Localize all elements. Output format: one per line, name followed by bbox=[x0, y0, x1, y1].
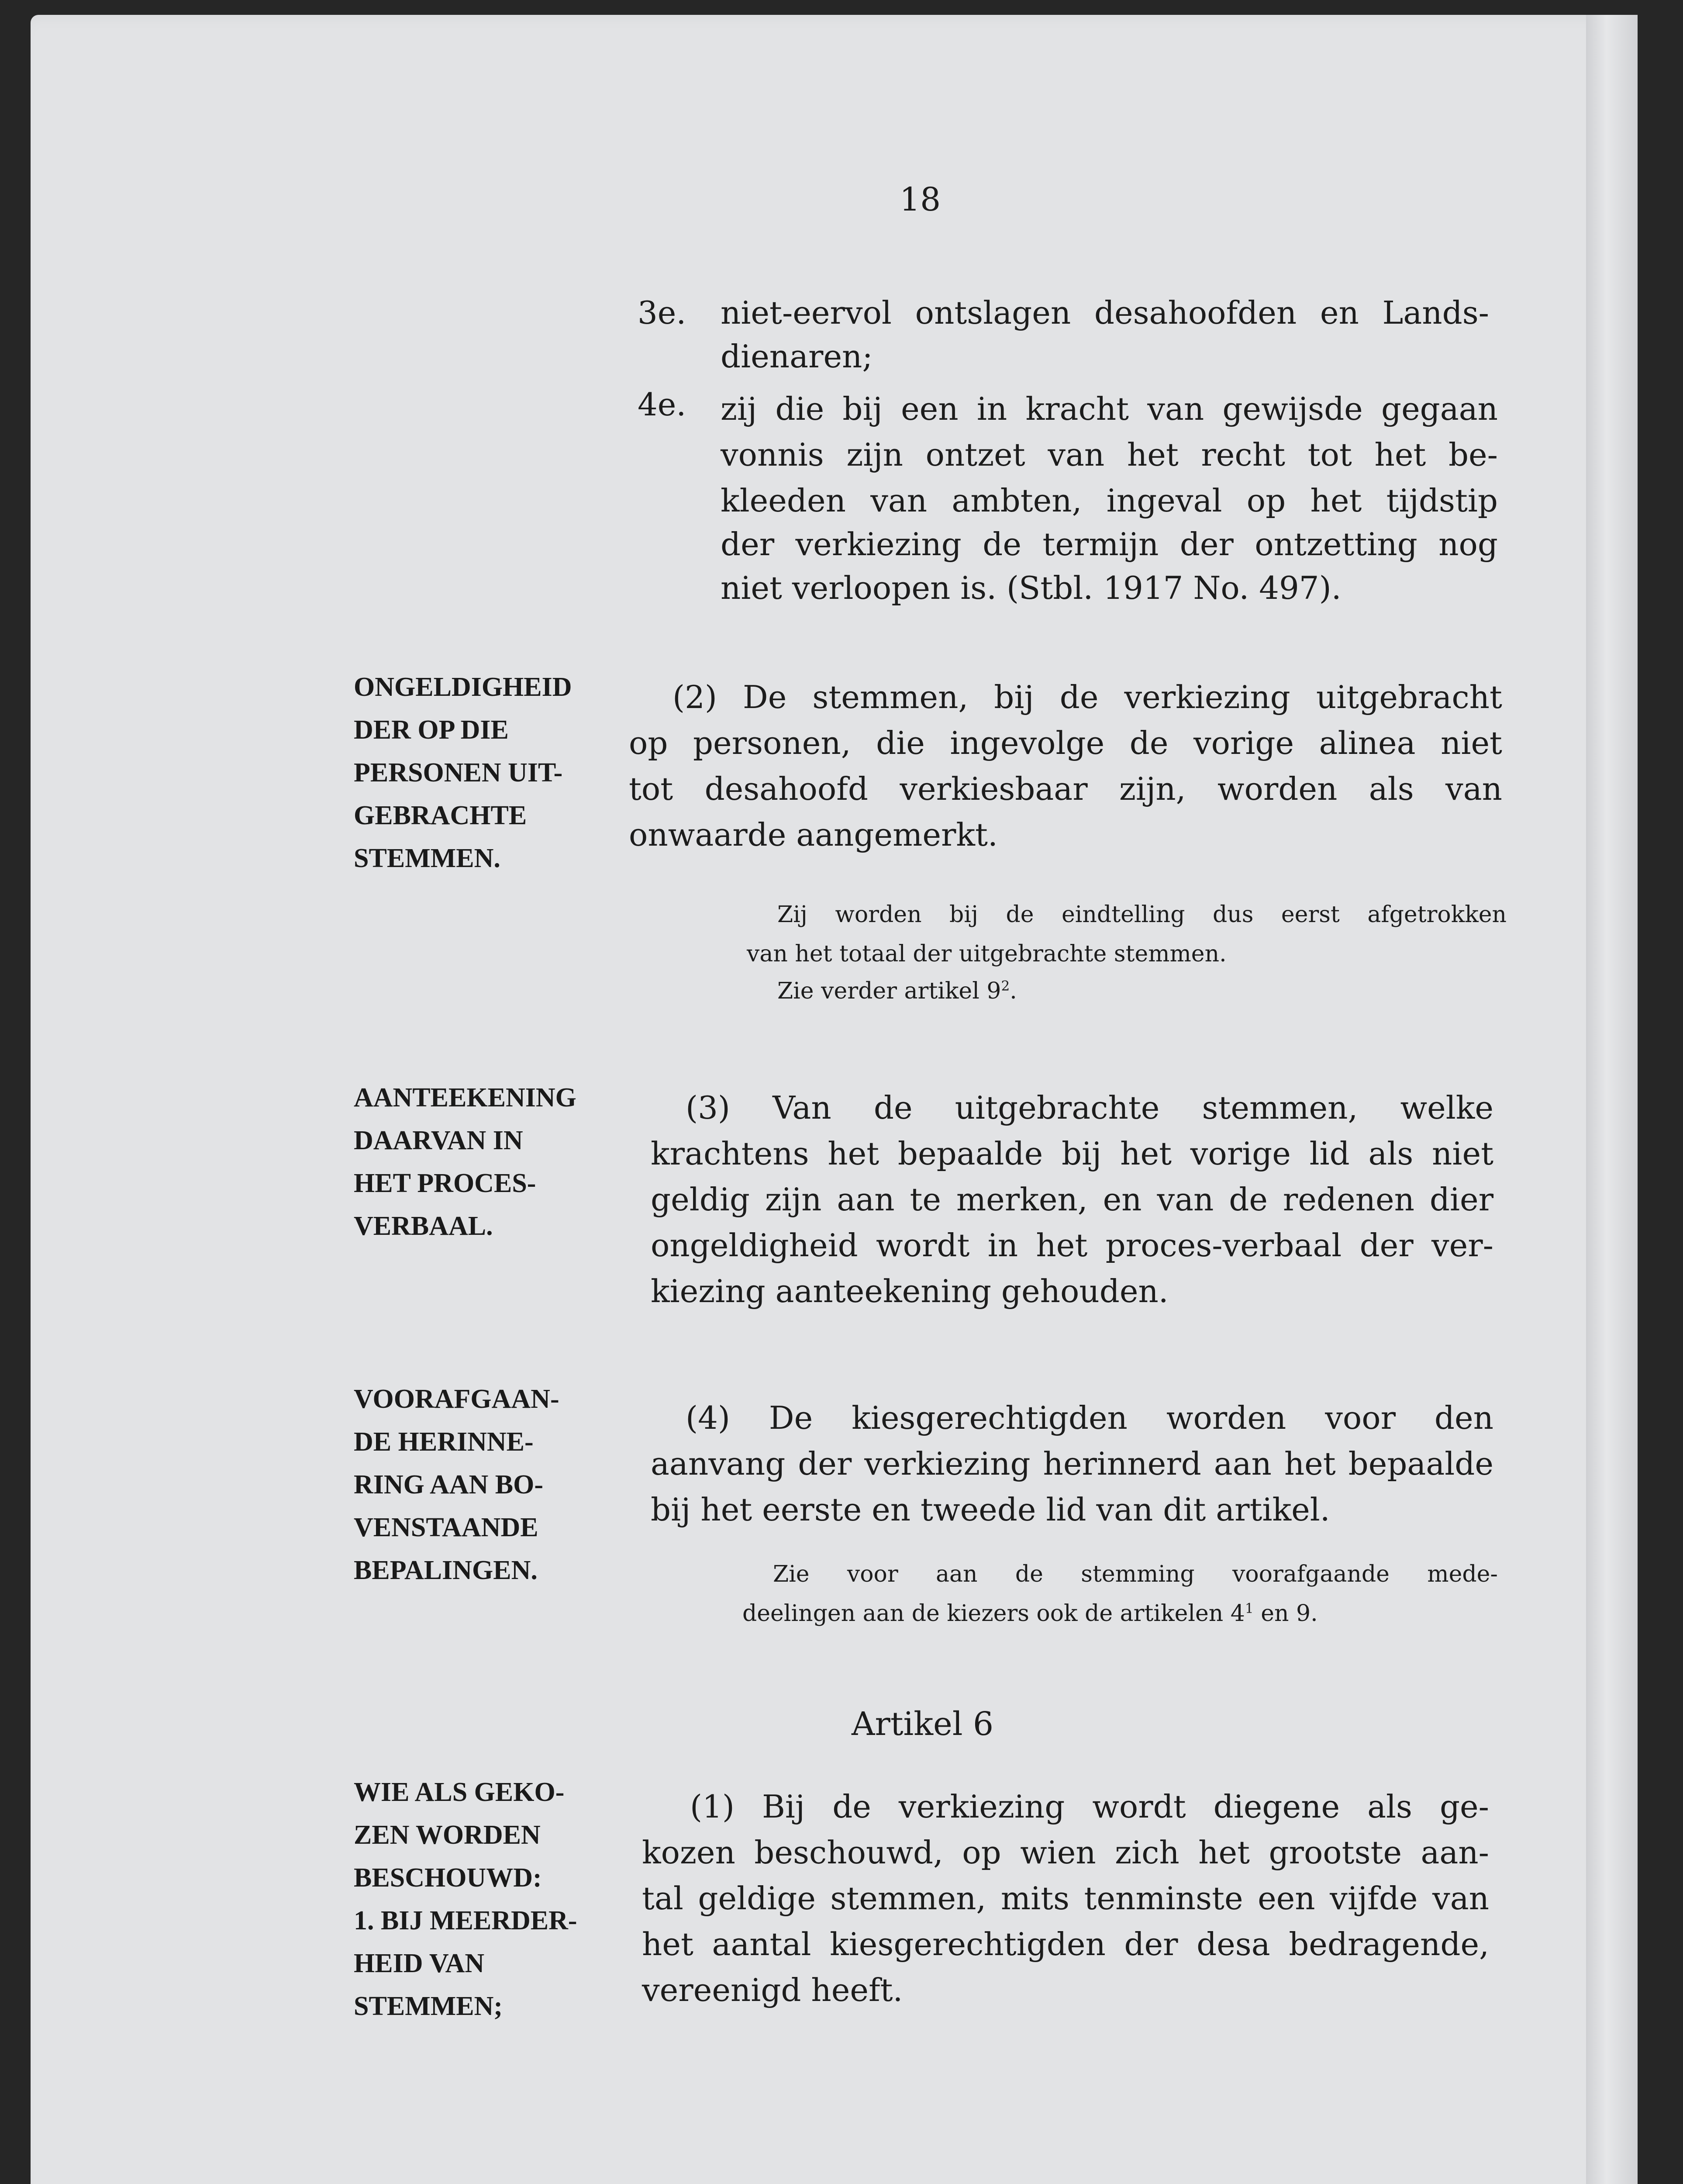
list-item-4e-line-4: der verkiezing de termijn der ontzetting nog bbox=[721, 526, 1498, 563]
paragraph-2-line-3: tot desahoofd verkiesbaar zijn, worden als van bbox=[629, 771, 1502, 807]
margin-line: PERSONEN UIT- bbox=[354, 758, 563, 788]
margin-line: VERBAAL. bbox=[354, 1211, 493, 1241]
paragraph-4-line-3: bij het eerste en tweede lid van dit artikel. bbox=[651, 1491, 1330, 1528]
margin-line: 1. BIJ MEERDER- bbox=[354, 1906, 577, 1935]
margin-line: ZEN WORDEN bbox=[354, 1820, 541, 1850]
paragraph-3-line-5: kiezing aanteekening gehouden. bbox=[651, 1273, 1169, 1310]
margin-line: DAARVAN IN bbox=[354, 1126, 523, 1155]
margin-heading-wie-als-gekozen bbox=[354, 1771, 642, 2028]
paragraph-2-line-1: (2) De stemmen, bij de verkiezing uitgebracht bbox=[673, 679, 1502, 715]
paragraph-3-line-2: krachtens het bepaalde bij het vorige lid als niet bbox=[651, 1135, 1493, 1172]
margin-line: VOORAFGAAN- bbox=[354, 1384, 559, 1414]
note-2-line-2: van het totaal der uitgebrachte stemmen. bbox=[747, 941, 1227, 967]
list-marker-4e: 4e. bbox=[638, 386, 686, 423]
note-4-line-2 bbox=[742, 1600, 1318, 1627]
margin-line: ONGELDIGHEID bbox=[354, 672, 572, 702]
margin-line: RING AAN BO- bbox=[354, 1470, 544, 1500]
page-number: 18 bbox=[900, 181, 941, 218]
margin-heading-ongeldigheid bbox=[354, 666, 642, 880]
document-page bbox=[31, 15, 1638, 2184]
margin-line: STEMMEN. bbox=[354, 843, 500, 873]
article-paragraph-line-2: kozen beschouwd, op wien zich het grootste aan- bbox=[642, 1834, 1489, 1871]
note-end: . bbox=[1010, 978, 1017, 1004]
note-superscript: 1 bbox=[1245, 1600, 1254, 1617]
list-item-4e-line-3: kleeden van ambten, ingeval op het tijdstip bbox=[721, 482, 1498, 519]
margin-line: DE HERINNE- bbox=[354, 1427, 534, 1457]
paragraph-3-line-4: ongeldigheid wordt in het proces-verbaal der ver- bbox=[651, 1227, 1493, 1264]
list-item-3e-line-2: dienaren; bbox=[721, 338, 873, 375]
note-2-line-3 bbox=[777, 978, 1017, 1004]
list-item-4e-line-5: niet verloopen is. (Stbl. 1917 No. 497). bbox=[721, 570, 1342, 606]
margin-line: HET PROCES- bbox=[354, 1168, 536, 1198]
note-superscript: 2 bbox=[1001, 978, 1010, 994]
list-item-4e-line-1: zij die bij een in kracht van gewijsde gegaan bbox=[721, 390, 1498, 427]
paragraph-4-line-2: aanvang der verkiezing herinnerd aan het bepaalde bbox=[651, 1445, 1493, 1482]
note-end: en 9. bbox=[1253, 1600, 1318, 1627]
margin-line: BEPALINGEN. bbox=[354, 1555, 538, 1585]
article-paragraph-line-1: (1) Bij de verkiezing wordt diegene als ge- bbox=[690, 1788, 1489, 1825]
note-4-line-1: Zie voor aan de stemming voorafgaande mede- bbox=[773, 1561, 1498, 1587]
margin-line: HEID VAN bbox=[354, 1949, 485, 1978]
margin-line: VENSTAANDE bbox=[354, 1513, 538, 1542]
paragraph-2-line-2: op personen, die ingevolge de vorige alinea niet bbox=[629, 725, 1502, 761]
paragraph-2-line-4: onwaarde aangemerkt. bbox=[629, 816, 998, 853]
margin-line: BESCHOUWD: bbox=[354, 1863, 542, 1893]
margin-line: WIE ALS GEKO- bbox=[354, 1777, 565, 1807]
margin-line: STEMMEN; bbox=[354, 1991, 503, 2021]
article-paragraph-line-4: het aantal kiesgerechtigden der desa bedragende, bbox=[642, 1926, 1489, 1963]
margin-heading-voorafgaande bbox=[354, 1378, 642, 1592]
paragraph-3-line-3: geldig zijn aan te merken, en van de redenen dier bbox=[651, 1181, 1493, 1218]
article-paragraph-line-3: tal geldige stemmen, mits tenminste een vijfde van bbox=[642, 1880, 1489, 1917]
list-item-3e-line-1: niet-eervol ontslagen desahoofden en Lands- bbox=[721, 294, 1489, 331]
paragraph-3-line-1: (3) Van de uitgebrachte stemmen, welke bbox=[686, 1089, 1493, 1126]
note-text: deelingen aan de kiezers ook de artikelen 4 bbox=[742, 1600, 1245, 1627]
margin-line: DER OP DIE bbox=[354, 715, 509, 745]
note-text: Zie verder artikel 9 bbox=[777, 978, 1001, 1004]
paragraph-4-line-1: (4) De kiesgerechtigden worden voor den bbox=[686, 1400, 1493, 1436]
margin-line: GEBRACHTE bbox=[354, 801, 527, 830]
page-edge bbox=[1586, 15, 1638, 2184]
list-item-4e-line-2: vonnis zijn ontzet van het recht tot het be- bbox=[721, 436, 1498, 473]
margin-heading-aanteekening bbox=[354, 1076, 642, 1248]
note-2-line-1: Zij worden bij de eindtelling dus eerst afgetrokken bbox=[777, 902, 1507, 928]
list-marker-3e: 3e. bbox=[638, 294, 686, 331]
article-paragraph-line-5: vereenigd heeft. bbox=[642, 1972, 903, 2008]
article-heading: Artikel 6 bbox=[852, 1705, 994, 1743]
margin-line: AANTEEKENING bbox=[354, 1083, 576, 1113]
